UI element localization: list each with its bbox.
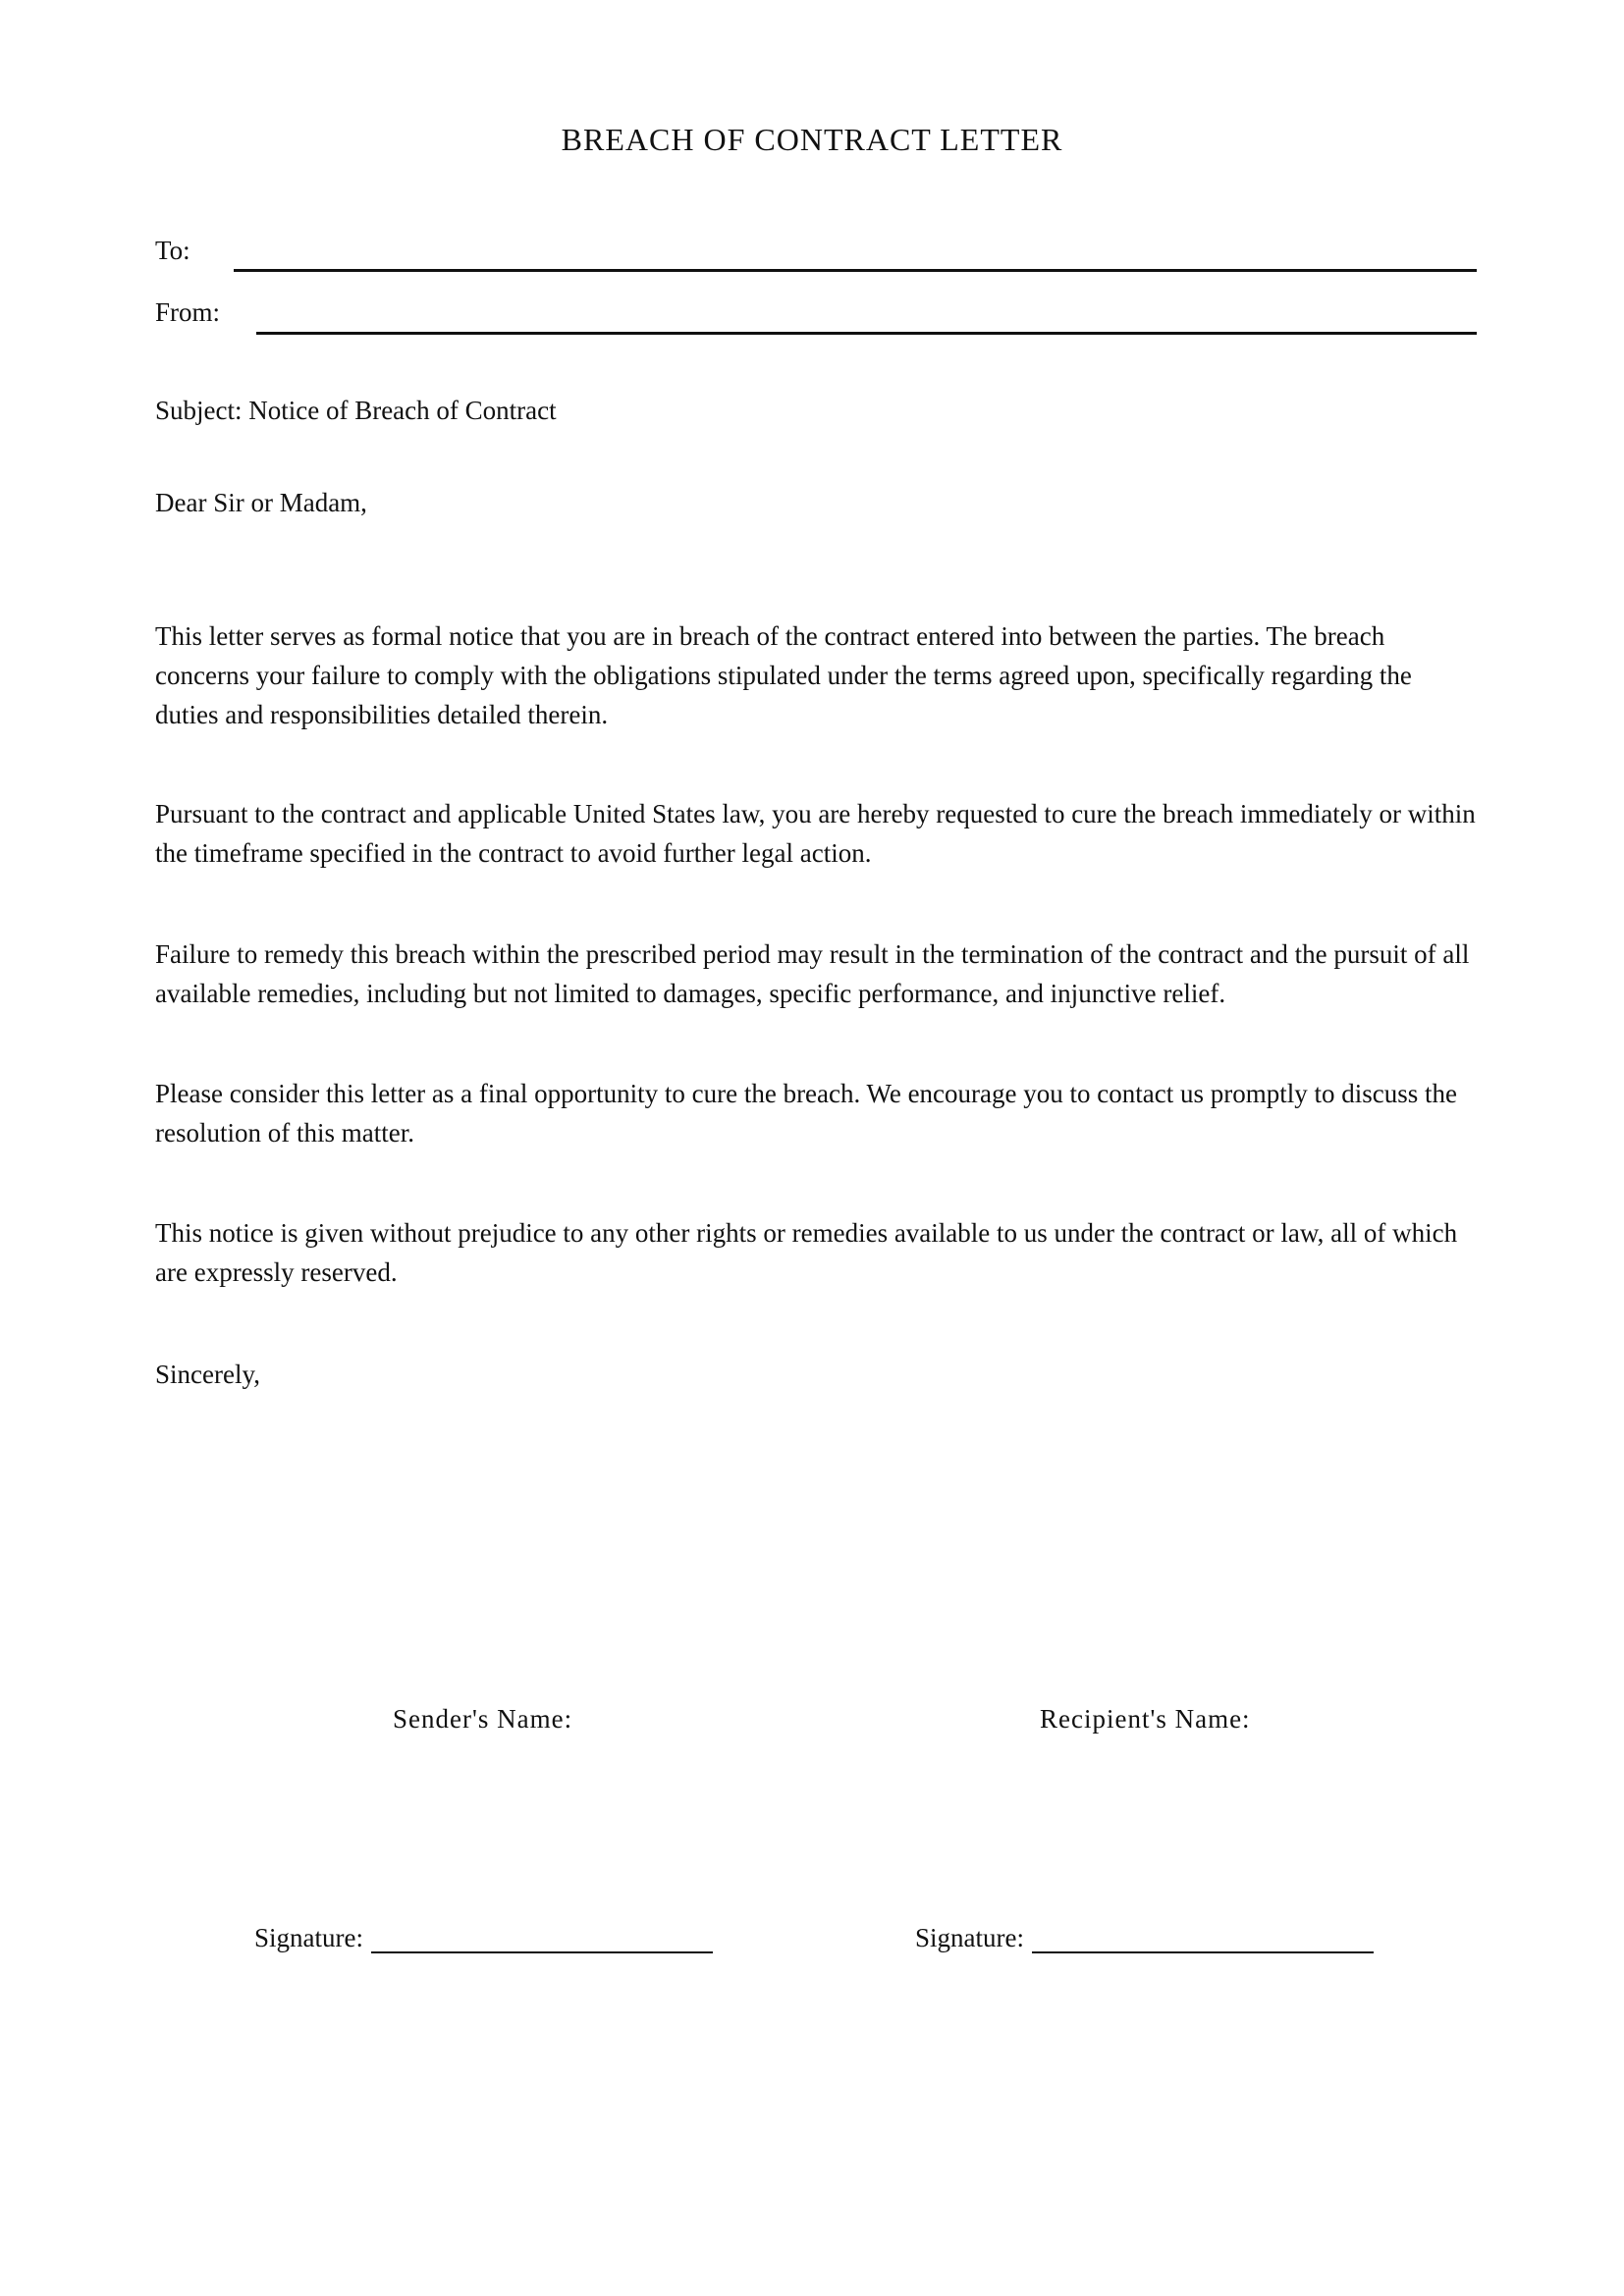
document-title: BREACH OF CONTRACT LETTER [561, 122, 1063, 157]
sender-signature [254, 1923, 713, 1953]
recipient-signature [915, 1923, 1374, 1953]
body-paragraph: This notice is given without prejudice to any other rights or remedies available to us under the contract or law, all of which are expressly reserved. [155, 1218, 1458, 1287]
body-paragraph: Please consider this letter as a final opportunity to cure the breach. We encourage you to contact us promptly to discuss the resolution of this matter. [155, 1079, 1457, 1148]
sender-name-label: Sender's Name: [393, 1704, 573, 1734]
from-blank-line[interactable] [256, 332, 1477, 335]
signature-label: Signature: [254, 1923, 363, 1952]
from-label: From: [155, 297, 221, 327]
to-blank-line[interactable] [234, 269, 1477, 272]
recipient-signature-line[interactable] [1032, 1924, 1374, 1953]
body-paragraph: Pursuant to the contract and applicable United States law, you are hereby requested to cure the breach immediately or within the timeframe specified in the contract to avoid further legal action. [155, 799, 1476, 868]
signature-label: Signature: [915, 1923, 1024, 1952]
from-field [155, 297, 1477, 337]
subject-line: Subject: Notice of Breach of Contract [155, 396, 557, 425]
to-field [155, 236, 1477, 275]
recipient-name-label: Recipient's Name: [1040, 1704, 1251, 1734]
salutation: Dear Sir or Madam, [155, 488, 367, 517]
to-label: To: [155, 236, 190, 265]
sender-signature-line[interactable] [371, 1924, 713, 1953]
closing: Sincerely, [155, 1360, 260, 1389]
body-paragraph: Failure to remedy this breach within the prescribed period may result in the termination of the contract and the pursuit of all available remedies, including but not limited to damages, specific performance, and injunctive relief. [155, 939, 1470, 1008]
body-paragraph: This letter serves as formal notice that you are in breach of the contract entered into between the parties. The breach concerns your failure to comply with the obligations stipulated under the terms agreed upon, specifically regarding the duties and responsibilities detailed therein. [155, 621, 1412, 729]
